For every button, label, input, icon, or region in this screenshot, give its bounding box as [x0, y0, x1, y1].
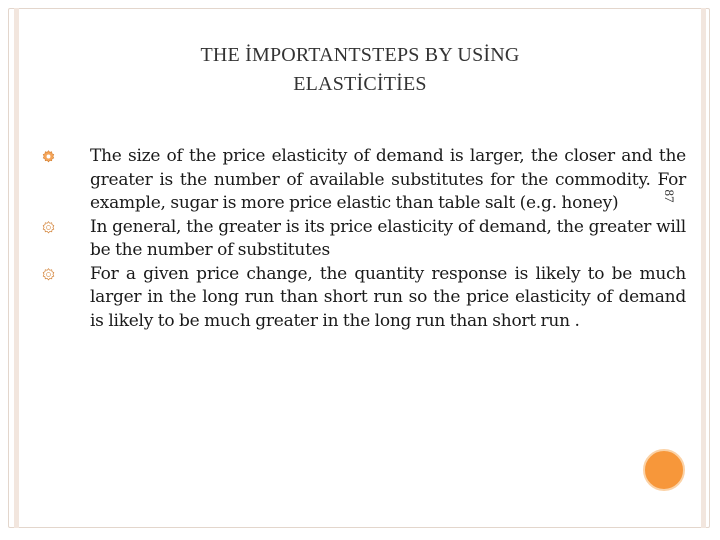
page-number: 87	[662, 189, 677, 203]
gear-bullet-icon	[42, 150, 55, 163]
orange-circle-decoration	[643, 449, 685, 491]
slide-title	[60, 41, 660, 99]
gear-bullet-icon	[42, 221, 55, 234]
bullet-list	[60, 145, 686, 333]
slide-title-line-2: ELASTİCİTİES	[293, 73, 427, 95]
bullet-text: In general, the greater is its price elasticity of demand, the greater will be the number of substitutes	[90, 216, 686, 260]
slide-title-line-1: THE İMPORTANTSTEPS BY USİNG	[200, 44, 520, 66]
bullet-item	[60, 145, 686, 216]
bullet-item	[60, 216, 686, 263]
right-border-stripe	[701, 8, 706, 528]
gear-bullet-icon	[42, 268, 55, 281]
bullet-item	[60, 263, 686, 334]
left-border-stripe	[14, 8, 19, 528]
bullet-text: The size of the price elasticity of demand is larger, the closer and the greater is the number of available substitutes for the commodity. For example, sugar is more price elastic than table salt (e.g. honey)	[90, 146, 686, 213]
bullet-text: For a given price change, the quantity response is likely to be much larger in the long run than short run so the price elasticity of demand is likely to be much greater in the long run than short run .	[90, 263, 686, 331]
